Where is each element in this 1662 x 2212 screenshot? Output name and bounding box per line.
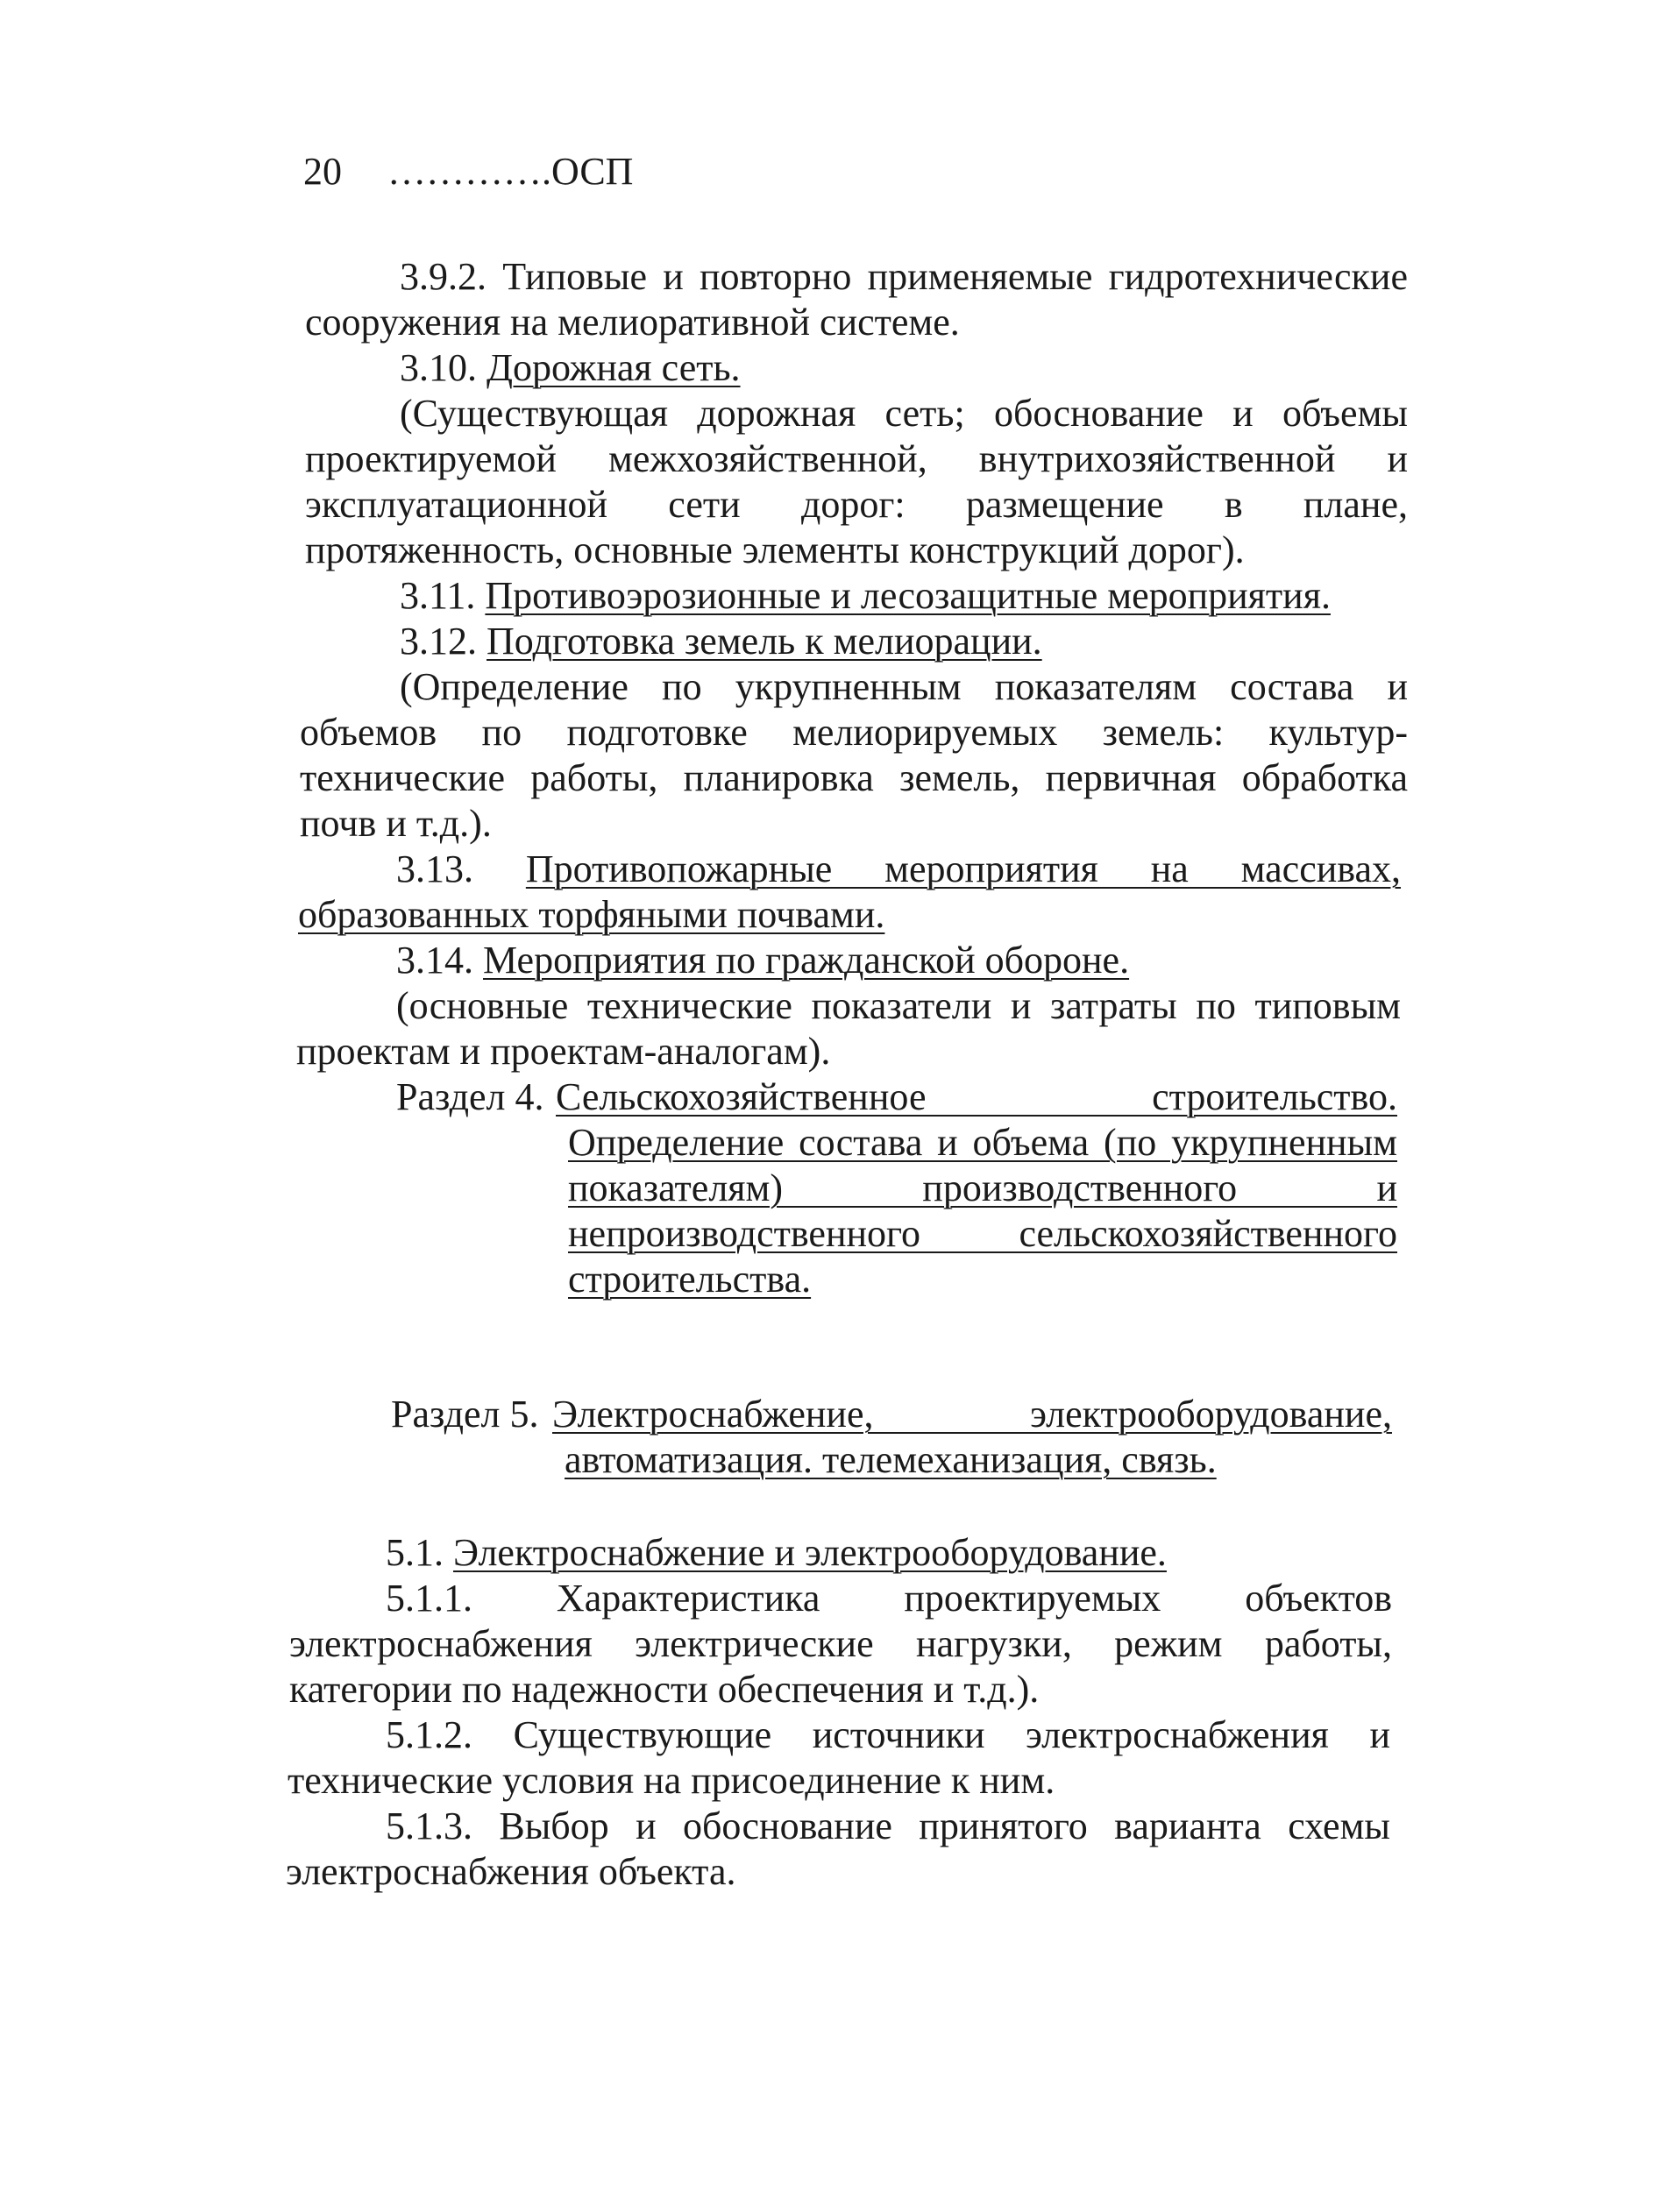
s314-number: 3.14. <box>396 939 473 982</box>
s392-line-2: сооружения на мелиоративной системе. <box>305 301 960 344</box>
s311-number: 3.11. <box>400 574 476 617</box>
page-header <box>303 149 633 195</box>
s512-line-2: технические условия на присоединение к ним. <box>288 1759 1055 1802</box>
s311-heading <box>400 573 1331 619</box>
s310-para-1: (Существующая дорожная сеть; обоснование и объемы <box>400 392 1408 435</box>
s311-title: Противоэрозионные и лесозащитные мероприятия. <box>485 574 1331 617</box>
s310-title: Дорожная сеть. <box>487 346 741 389</box>
razdel5-label: Раздел 5. <box>391 1393 539 1436</box>
razdel4-line-3: показателям) производственного и <box>568 1166 1397 1209</box>
s313-title-line-1: Противопожарные мероприятия на массивах, <box>525 847 1402 890</box>
s312-para-2: объемов по подготовке мелиорируемых земель: культур- <box>300 711 1408 754</box>
s392-line-1: 3.9.2. Типовые и повторно применяемые гидротехнические <box>400 255 1408 298</box>
s314-heading <box>396 938 1129 983</box>
s312-number: 3.12. <box>400 620 477 663</box>
s513-line-1: 5.1.3. Выбор и обоснование принятого варианта схемы <box>386 1804 1390 1847</box>
s314-para-2: проектам и проектам-аналогам). <box>296 1030 831 1073</box>
s310-para-3: эксплуатационной сети дорог: размещение в плане, <box>305 483 1408 526</box>
s313-title-line-2-wrap <box>298 892 884 938</box>
razdel4-line-5: строительства. <box>568 1258 812 1301</box>
razdel5-line-1: Электроснабжение, электрооборудование, <box>552 1393 1392 1436</box>
s313-heading <box>396 847 1401 892</box>
s51-number: 5.1. <box>386 1531 444 1574</box>
s511-line-2: электроснабжения электрические нагрузки, режим работы, <box>289 1622 1392 1665</box>
s51-title: Электроснабжение и электрооборудование. <box>453 1531 1167 1574</box>
s313-number: 3.13. <box>396 847 473 890</box>
s313-title-line-2: образованных торфяными почвами. <box>298 893 885 936</box>
s513-line-2: электроснабжения объекта. <box>286 1850 736 1893</box>
s314-title: Мероприятия по гражданской обороне. <box>483 939 1130 982</box>
s511-line-3: категории по надежности обеспечения и т.д.). <box>289 1668 1040 1711</box>
s511-line-1: 5.1.1. Характеристика проектируемых объектов <box>386 1577 1392 1620</box>
s310-para-4: протяженность, основные элементы конструкций дорог). <box>305 528 1245 571</box>
razdel4-line-5-wrap <box>568 1257 811 1302</box>
page-number: 20 <box>303 150 342 193</box>
s314-para-1: (основные технические показатели и затраты по типовым <box>396 984 1401 1027</box>
s512-line-1: 5.1.2. Существующие источники электроснабжения и <box>386 1713 1390 1756</box>
s51-heading <box>386 1530 1167 1576</box>
razdel4-line-1: Сельскохозяйственное строительство. <box>556 1075 1397 1118</box>
razdel5-line-2-wrap <box>565 1437 1217 1483</box>
s310-number: 3.10. <box>400 346 477 389</box>
s312-para-3: технические работы, планировка земель, первичная обработка <box>300 756 1408 799</box>
s310-para-2: проектируемой межхозяйственной, внутрихозяйственной и <box>305 437 1408 480</box>
s312-para-1: (Определение по укрупненным показателям состава и <box>400 665 1408 708</box>
running-title: ………….ОСП <box>387 150 634 193</box>
s312-para-4: почв и т.д.). <box>300 802 492 845</box>
razdel5-line-2: автоматизация. телемеханизация, связь. <box>565 1438 1217 1481</box>
s312-heading <box>400 619 1042 664</box>
razdel4-label: Раздел 4. <box>396 1075 544 1118</box>
s312-title: Подготовка земель к мелиорации. <box>487 620 1042 663</box>
razdel4-line-2: Определение состава и объема (по укрупненным <box>568 1121 1397 1164</box>
s310-heading <box>400 345 741 391</box>
razdel4-line-4: непроизводственного сельскохозяйственного <box>568 1212 1397 1255</box>
